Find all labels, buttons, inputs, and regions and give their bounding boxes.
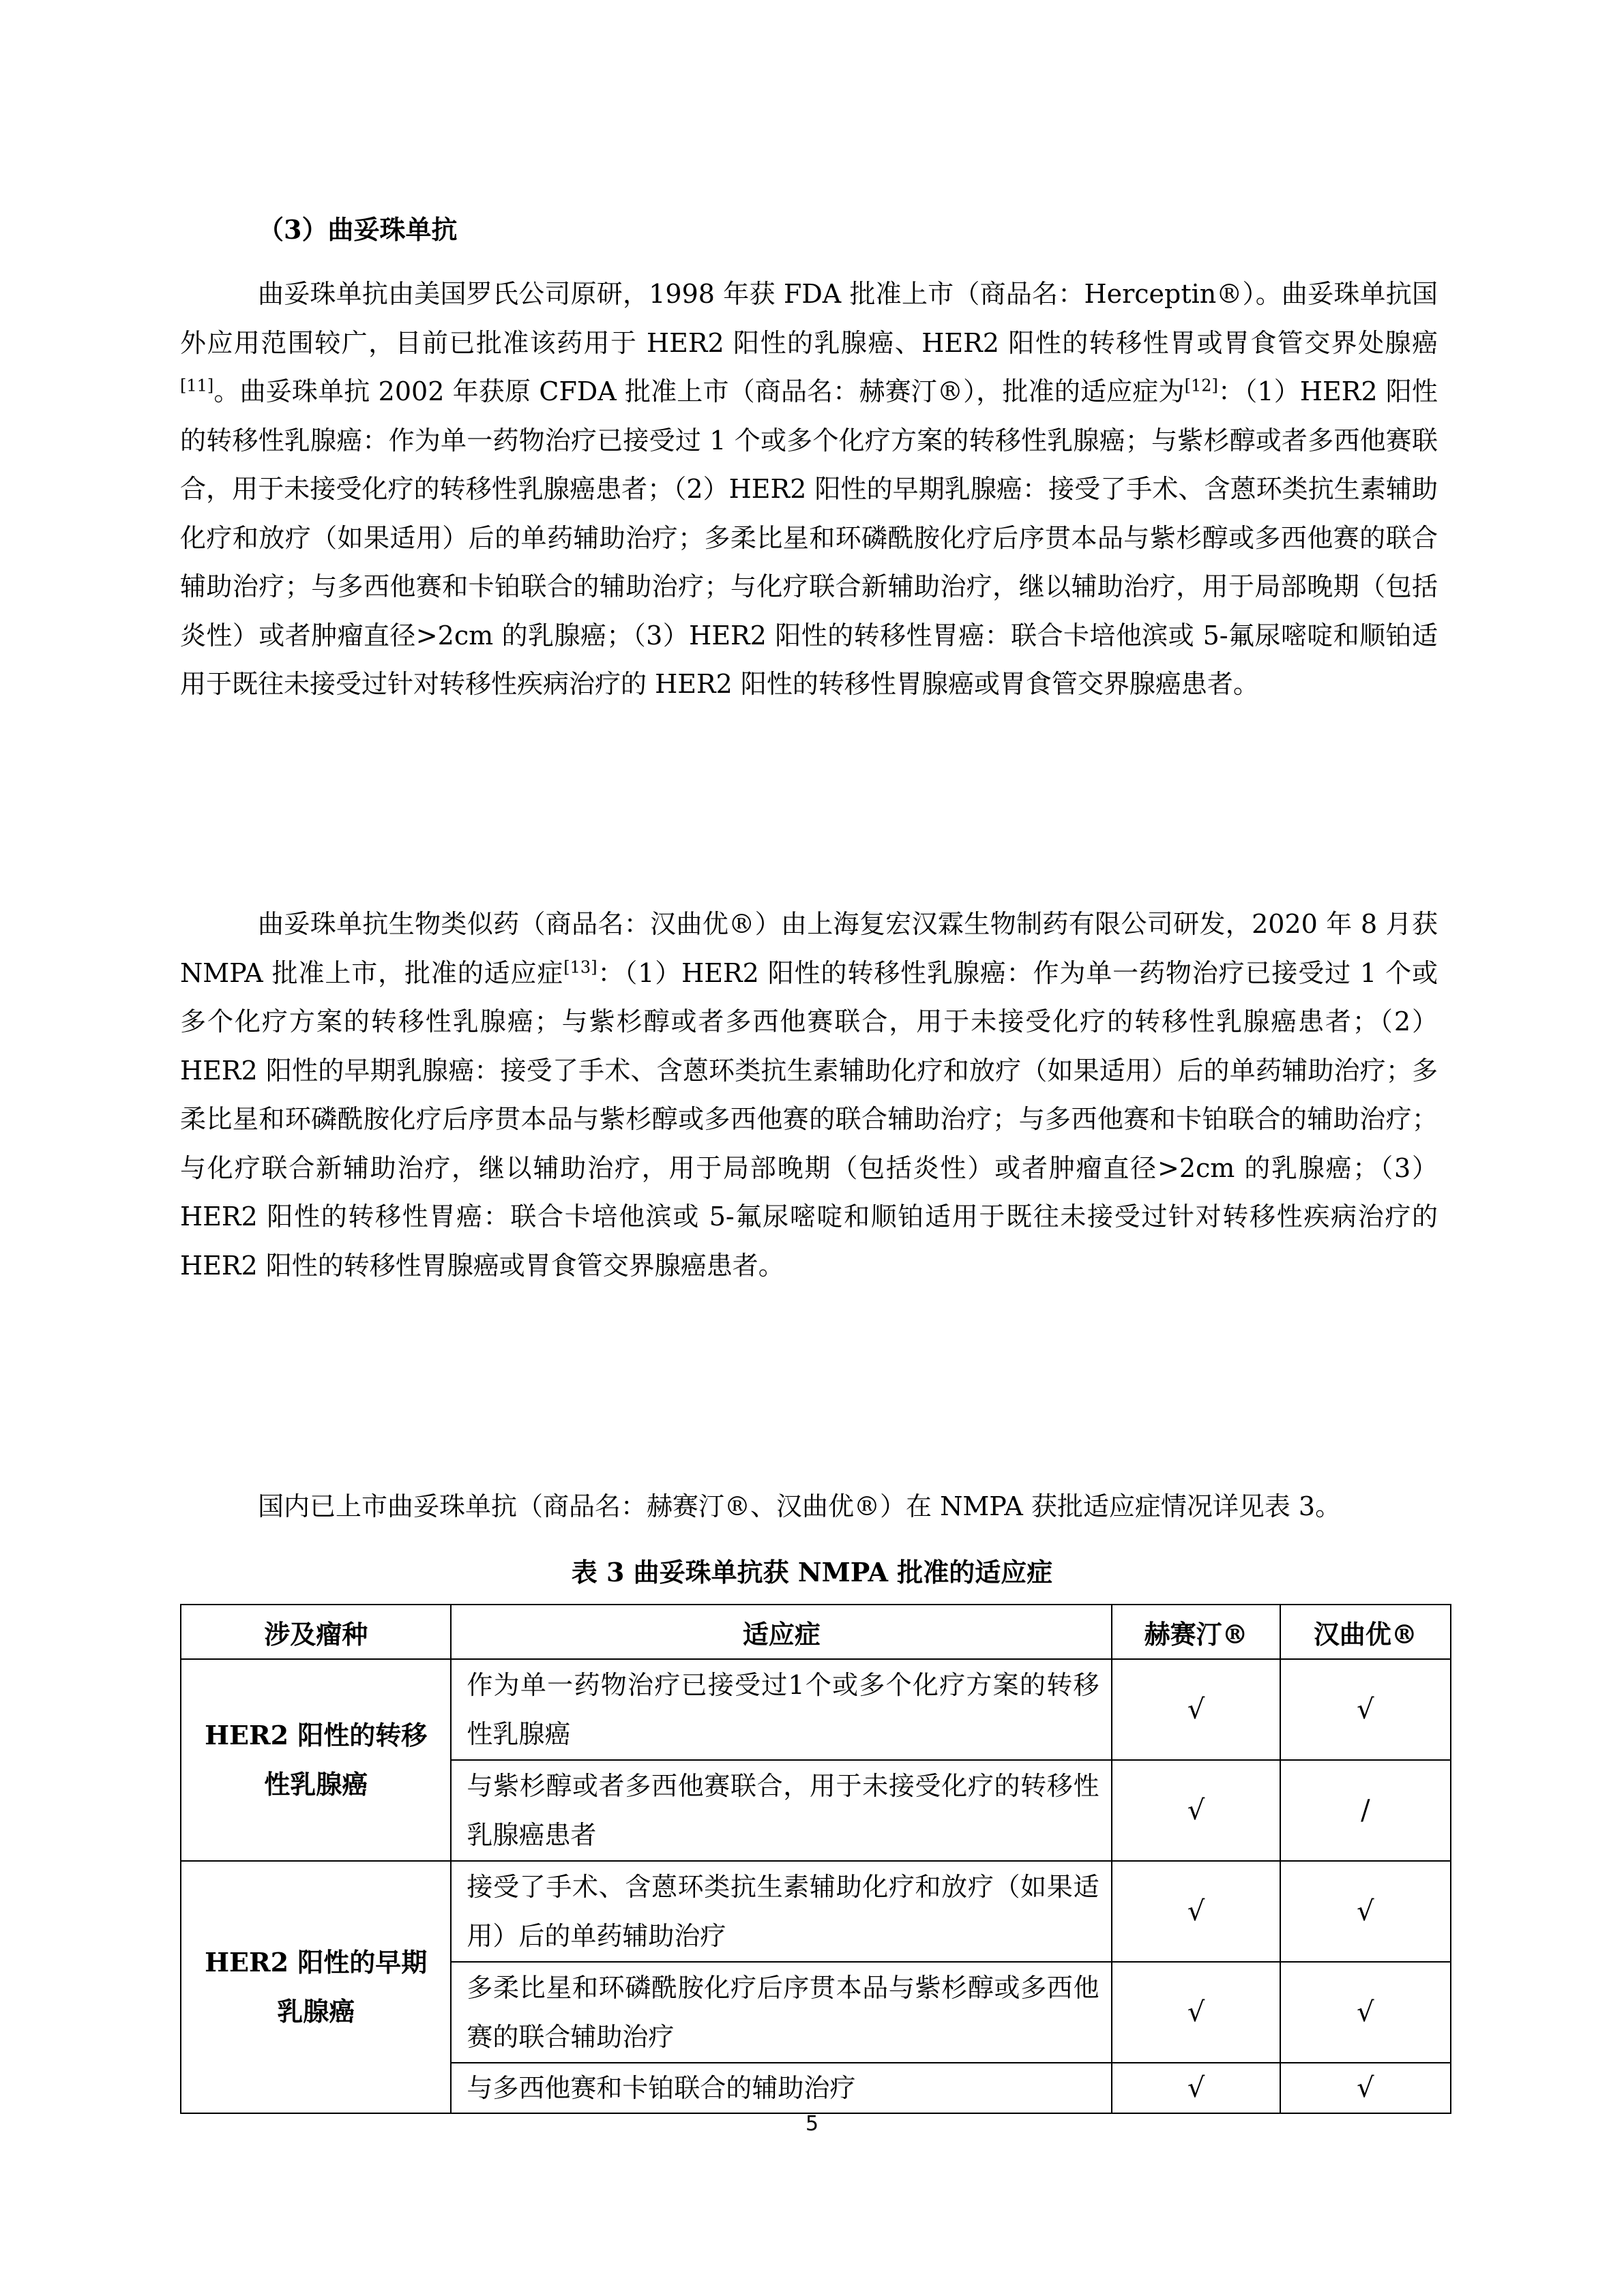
indication-cell: 与多西他赛和卡铂联合的辅助治疗	[451, 2063, 1112, 2113]
hanquyou-mark: √	[1280, 2063, 1451, 2113]
indication-cell: 作为单一药物治疗已接受过1个或多个化疗方案的转移性乳腺癌	[451, 1659, 1112, 1760]
paragraph-text: ：（1）HER2 阳性的转移性乳腺癌：作为单一药物治疗已接受过 1 个或多个化疗方案的转移性乳腺癌；与紫杉醇或者多西他赛联合，用于未接受化疗的转移性乳腺癌患者；（2）HER2 阳性的早期乳腺癌：接受了手术、含蒽环类抗生素辅助化疗和放疗（如果适用）后的单药辅助治疗；多柔比星和环磷酰胺化疗后序贯本品与紫杉醇或多西他赛的联合辅助治疗；与多西他赛和卡铂联合的辅助治疗；与化疗联合新辅助治疗，继以辅助治疗，用于局部晚期（包括炎性）或者肿瘤直径>2cm 的乳腺癌；（3）HER2 阳性的转移性胃癌：联合卡培他滨或 5-氟尿嘧啶和顺铂适用于既往未接受过针对转移性疾病治疗的 HER2 阳性的转移性胃腺癌或胃食管交界腺癌患者。	[180, 376, 1438, 699]
header-indication: 适应症	[451, 1605, 1112, 1659]
herceptin-mark: √	[1112, 1659, 1280, 1760]
paragraph-text: 曲妥珠单抗生物类似药（商品名：汉曲优®）由上海复宏汉霖生物制药有限公司研发，2020 年 8 月获 NMPA 批准上市，批准的适应症	[180, 909, 1438, 988]
herceptin-mark: √	[1112, 1962, 1280, 2063]
herceptin-mark: √	[1112, 2063, 1280, 2113]
paragraph-text: 。曲妥珠单抗 2002 年获原 CFDA 批准上市（商品名：赫赛汀®），批准的适应症为	[213, 376, 1185, 406]
table-row	[181, 1861, 1451, 1962]
paragraph-herceptin	[180, 270, 1438, 709]
table-header-row	[181, 1605, 1451, 1659]
herceptin-mark: √	[1112, 1861, 1280, 1962]
indication-cell: 与紫杉醇或者多西他赛联合，用于未接受化疗的转移性乳腺癌患者	[451, 1760, 1112, 1861]
page-number: 5	[805, 2112, 819, 2136]
indication-cell: 接受了手术、含蒽环类抗生素辅助化疗和放疗（如果适用）后的单药辅助治疗	[451, 1861, 1112, 1962]
paragraph-text: ：（1）HER2 阳性的转移性乳腺癌：作为单一药物治疗已接受过 1 个或多个化疗方案的转移性乳腺癌；与紫杉醇或者多西他赛联合，用于未接受化疗的转移性乳腺癌患者；（2）HER2 阳性的早期乳腺癌：接受了手术、含蒽环类抗生素辅助化疗和放疗（如果适用）后的单药辅助治疗；多柔比星和环磷酰胺化疗后序贯本品与紫杉醇或多西他赛的联合辅助治疗；与多西他赛和卡铂联合的辅助治疗；与化疗联合新辅助治疗，继以辅助治疗，用于局部晚期（包括炎性）或者肿瘤直径>2cm 的乳腺癌；（3）HER2 阳性的转移性胃癌：联合卡培他滨或 5-氟尿嘧啶和顺铂适用于既往未接受过针对转移性疾病治疗的 HER2 阳性的转移性胃腺癌或胃食管交界腺癌患者。	[180, 957, 1438, 1281]
tumor-cell: HER2 阳性的早期乳腺癌	[181, 1861, 451, 2113]
citation-ref: [11]	[180, 376, 214, 396]
herceptin-mark: √	[1112, 1760, 1280, 1861]
citation-ref: [13]	[563, 957, 597, 976]
hanquyou-mark: √	[1280, 1659, 1451, 1760]
tumor-cell: HER2 阳性的转移性乳腺癌	[181, 1659, 451, 1861]
hanquyou-mark: /	[1280, 1760, 1451, 1861]
table-title: 表 3 曲妥珠单抗获 NMPA 批准的适应症	[571, 1557, 1053, 1587]
header-hanquyou: 汉曲优®	[1280, 1605, 1451, 1659]
paragraph-text: 曲妥珠单抗由美国罗氏公司原研，1998 年获 FDA 批准上市（商品名：Herceptin®）。曲妥珠单抗国外应用范围较广，目前已批准该药用于 HER2 阳性的乳腺癌、HER2 阳性的转移性胃或胃食管交界处腺癌	[180, 279, 1438, 358]
header-tumor: 涉及瘤种	[181, 1605, 451, 1659]
section-heading: （3）曲妥珠单抗	[258, 214, 458, 245]
indication-cell: 多柔比星和环磷酰胺化疗后序贯本品与紫杉醇或多西他赛的联合辅助治疗	[451, 1962, 1112, 2063]
paragraph-biosimilar	[180, 900, 1438, 1290]
table-row	[181, 1659, 1451, 1760]
hanquyou-mark: √	[1280, 1861, 1451, 1962]
paragraph-summary: 国内已上市曲妥珠单抗（商品名：赫赛汀®、汉曲优®）在 NMPA 获批适应症情况详见表 3。	[258, 1491, 1342, 1521]
header-herceptin: 赫赛汀®	[1112, 1605, 1280, 1659]
indication-table	[180, 1604, 1451, 2114]
hanquyou-mark: √	[1280, 1962, 1451, 2063]
citation-ref: [12]	[1184, 376, 1218, 396]
